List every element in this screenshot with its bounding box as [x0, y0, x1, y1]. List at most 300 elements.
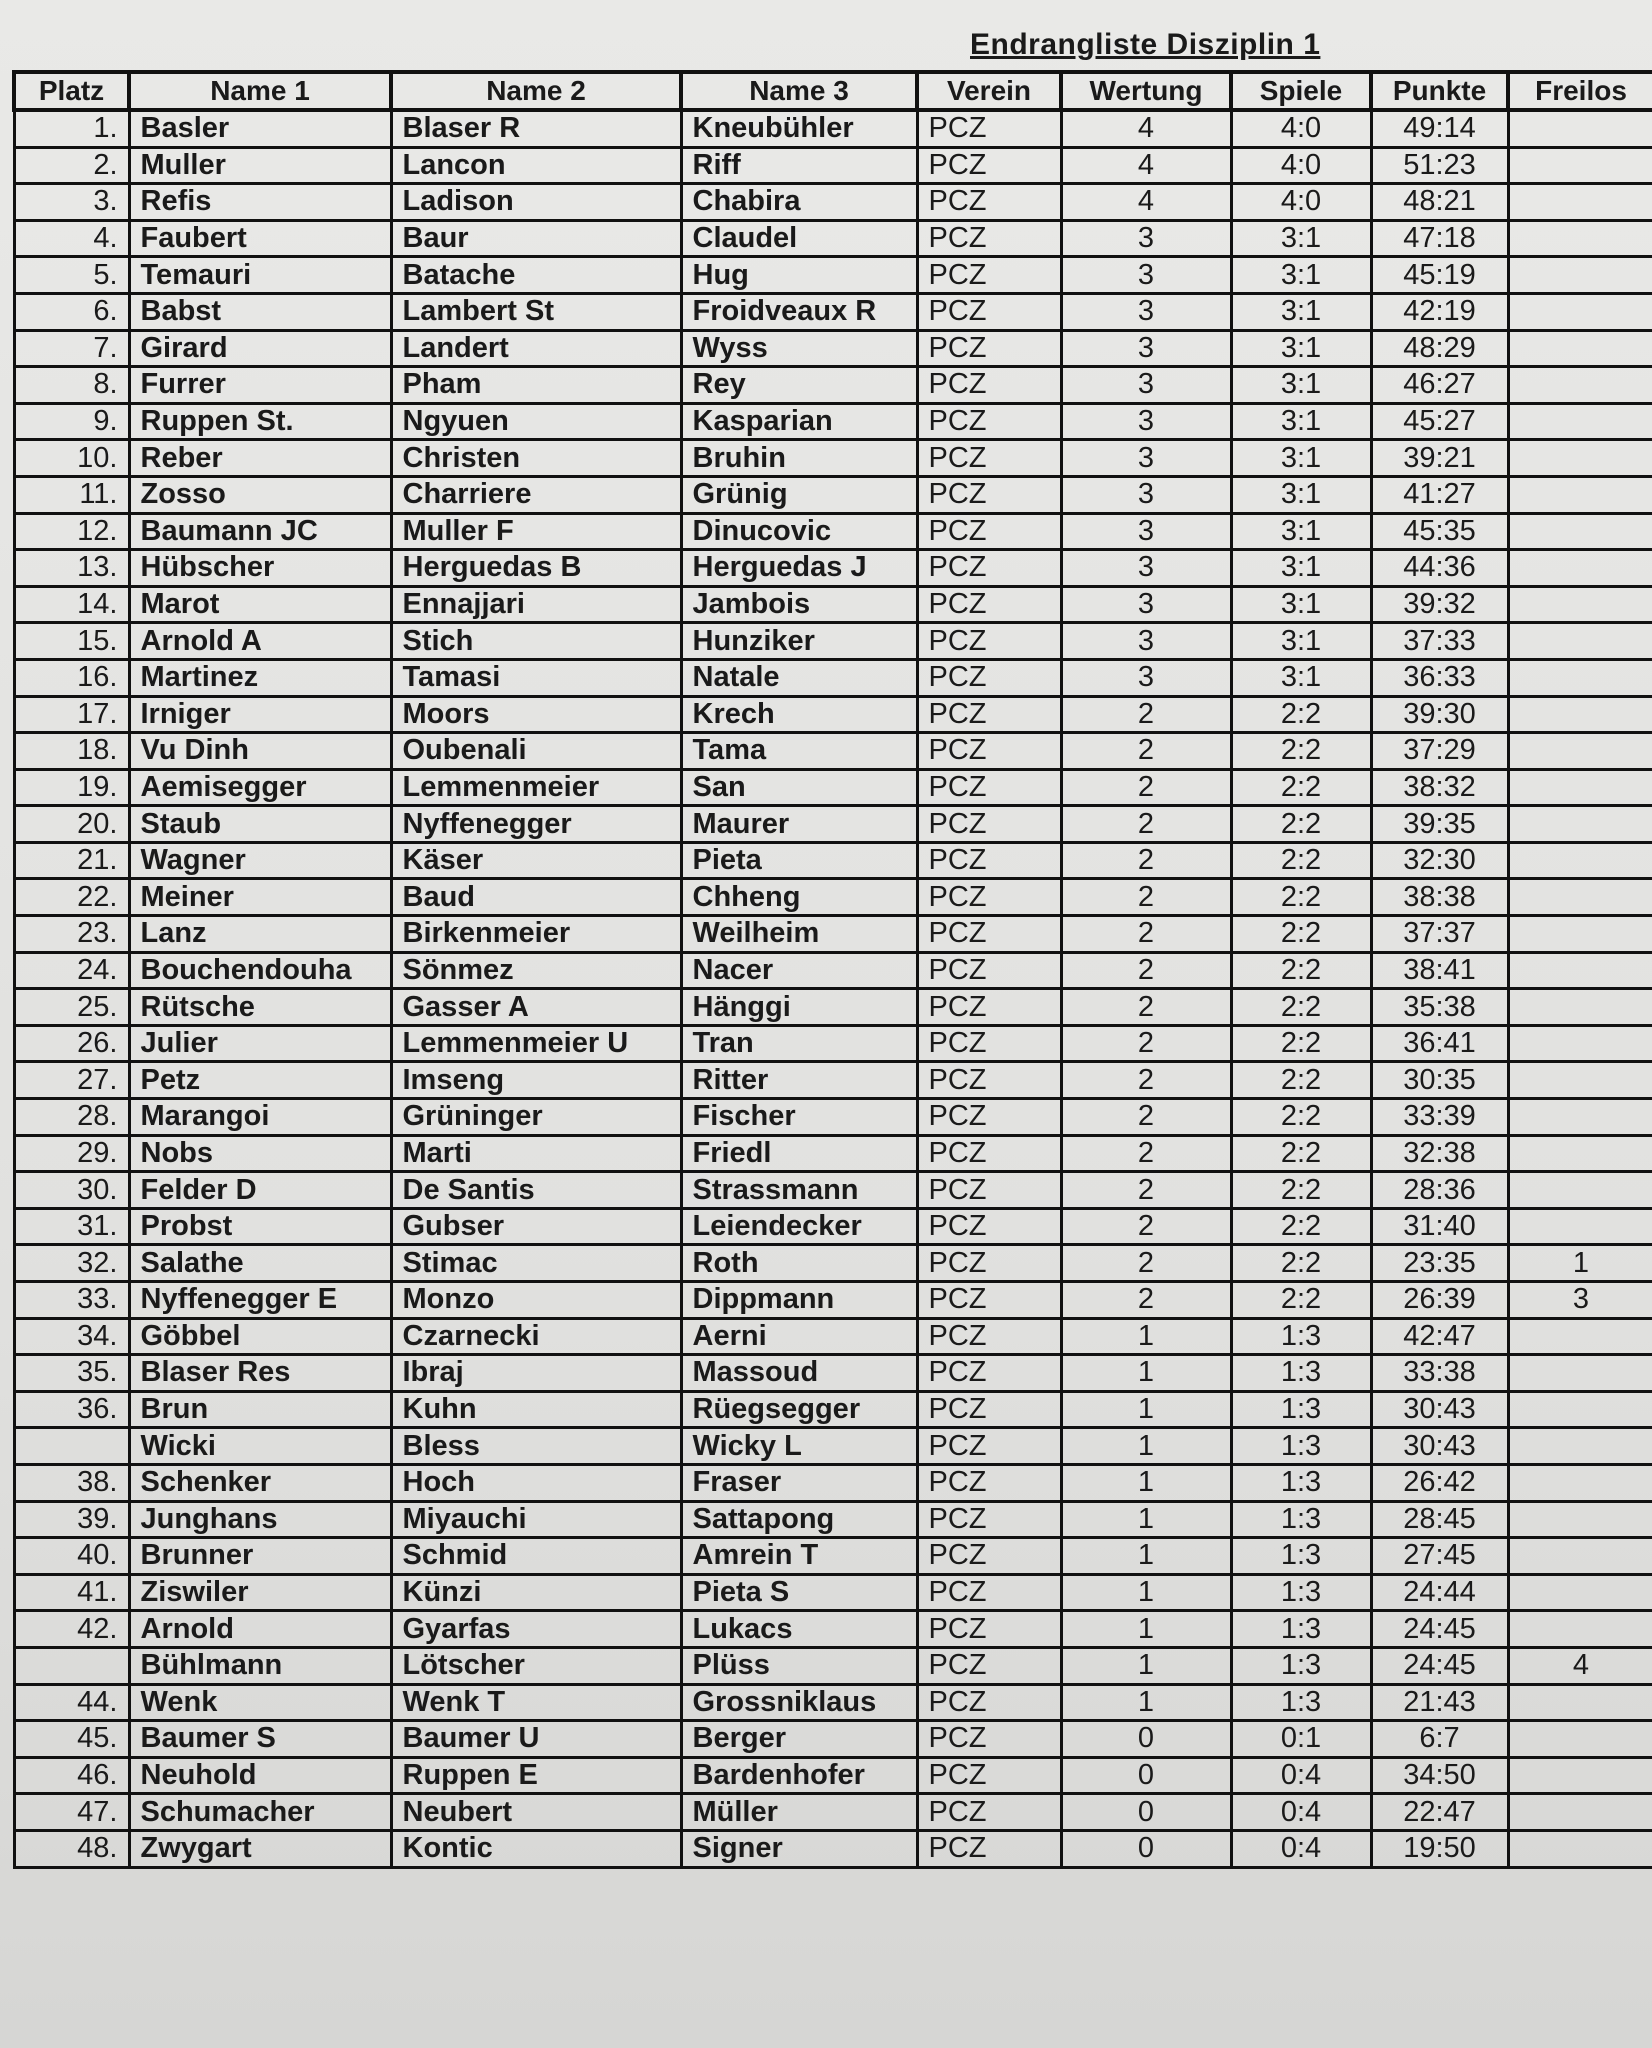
- cell-spiele: 2:2: [1231, 1208, 1371, 1245]
- cell-freilos: [1508, 220, 1652, 257]
- cell-platz: 27.: [14, 1062, 129, 1099]
- cell-name-1: Temauri: [129, 257, 391, 294]
- ranking-table: [12, 70, 1652, 1869]
- cell-spiele: 3:1: [1231, 293, 1371, 330]
- cell-punkte: 19:50: [1371, 1830, 1508, 1867]
- cell-verein: PCZ: [917, 257, 1061, 294]
- cell-wertung: 3: [1061, 623, 1231, 660]
- cell-verein: PCZ: [917, 367, 1061, 404]
- cell-freilos: [1508, 147, 1652, 184]
- header-name-2: Name 2: [391, 72, 681, 110]
- cell-name-1: Girard: [129, 330, 391, 367]
- cell-name-1: Staub: [129, 806, 391, 843]
- cell-punkte: 45:19: [1371, 257, 1508, 294]
- cell-wertung: 2: [1061, 842, 1231, 879]
- cell-name-3: Nacer: [681, 952, 917, 989]
- cell-freilos: [1508, 916, 1652, 953]
- cell-name-3: Lukacs: [681, 1611, 917, 1648]
- cell-verein: PCZ: [917, 1245, 1061, 1282]
- cell-name-3: Dippmann: [681, 1282, 917, 1319]
- table-row: [14, 367, 1652, 404]
- cell-name-1: Brun: [129, 1391, 391, 1428]
- cell-punkte: 27:45: [1371, 1538, 1508, 1575]
- cell-verein: PCZ: [917, 1355, 1061, 1392]
- table-row: [14, 1538, 1652, 1575]
- table-row: [14, 1830, 1652, 1867]
- cell-platz: 23.: [14, 916, 129, 953]
- cell-punkte: 6:7: [1371, 1721, 1508, 1758]
- table-row: [14, 1025, 1652, 1062]
- cell-name-3: Friedl: [681, 1135, 917, 1172]
- cell-punkte: 23:35: [1371, 1245, 1508, 1282]
- cell-name-2: Ennajjari: [391, 586, 681, 623]
- table-row: [14, 1391, 1652, 1428]
- cell-punkte: 30:35: [1371, 1062, 1508, 1099]
- cell-platz: 47.: [14, 1794, 129, 1831]
- cell-spiele: 3:1: [1231, 440, 1371, 477]
- cell-name-2: Herguedas B: [391, 550, 681, 587]
- cell-spiele: 1:3: [1231, 1647, 1371, 1684]
- header-wertung: Wertung: [1061, 72, 1231, 110]
- cell-name-3: Natale: [681, 659, 917, 696]
- cell-name-3: Krech: [681, 696, 917, 733]
- cell-verein: PCZ: [917, 184, 1061, 221]
- cell-name-1: Wenk: [129, 1684, 391, 1721]
- document-title: Endrangliste Disziplin 1: [970, 28, 1321, 61]
- cell-name-2: Landert: [391, 330, 681, 367]
- cell-platz: 45.: [14, 1721, 129, 1758]
- cell-name-2: Ladison: [391, 184, 681, 221]
- cell-name-3: Dinucovic: [681, 513, 917, 550]
- cell-spiele: 2:2: [1231, 879, 1371, 916]
- cell-verein: PCZ: [917, 1282, 1061, 1319]
- cell-punkte: 48:21: [1371, 184, 1508, 221]
- cell-freilos: [1508, 257, 1652, 294]
- cell-name-3: Weilheim: [681, 916, 917, 953]
- cell-wertung: 3: [1061, 550, 1231, 587]
- cell-freilos: [1508, 989, 1652, 1026]
- table-row: [14, 1208, 1652, 1245]
- cell-punkte: 21:43: [1371, 1684, 1508, 1721]
- table-row: [14, 1282, 1652, 1319]
- cell-freilos: [1508, 1355, 1652, 1392]
- cell-verein: PCZ: [917, 1574, 1061, 1611]
- cell-name-2: Marti: [391, 1135, 681, 1172]
- cell-spiele: 1:3: [1231, 1355, 1371, 1392]
- cell-spiele: 1:3: [1231, 1538, 1371, 1575]
- cell-verein: PCZ: [917, 1464, 1061, 1501]
- cell-punkte: 39:35: [1371, 806, 1508, 843]
- table-row: [14, 1318, 1652, 1355]
- cell-wertung: 4: [1061, 110, 1231, 147]
- header-name-1: Name 1: [129, 72, 391, 110]
- cell-platz: 10.: [14, 440, 129, 477]
- cell-wertung: 3: [1061, 257, 1231, 294]
- cell-name-3: Hänggi: [681, 989, 917, 1026]
- cell-freilos: [1508, 879, 1652, 916]
- cell-spiele: 2:2: [1231, 696, 1371, 733]
- cell-name-2: Kuhn: [391, 1391, 681, 1428]
- cell-platz: 14.: [14, 586, 129, 623]
- cell-wertung: 1: [1061, 1391, 1231, 1428]
- cell-wertung: 2: [1061, 1282, 1231, 1319]
- cell-spiele: 2:2: [1231, 1099, 1371, 1136]
- cell-freilos: [1508, 1464, 1652, 1501]
- cell-name-1: Salathe: [129, 1245, 391, 1282]
- cell-name-2: Baumer U: [391, 1721, 681, 1758]
- cell-punkte: 31:40: [1371, 1208, 1508, 1245]
- cell-wertung: 2: [1061, 1062, 1231, 1099]
- cell-spiele: 3:1: [1231, 659, 1371, 696]
- cell-name-2: Kontic: [391, 1830, 681, 1867]
- cell-name-2: Baud: [391, 879, 681, 916]
- cell-spiele: 0:1: [1231, 1721, 1371, 1758]
- cell-name-1: Furrer: [129, 367, 391, 404]
- cell-punkte: 39:21: [1371, 440, 1508, 477]
- table-row: [14, 1757, 1652, 1794]
- cell-freilos: [1508, 842, 1652, 879]
- cell-name-3: Müller: [681, 1794, 917, 1831]
- cell-spiele: 1:3: [1231, 1391, 1371, 1428]
- cell-freilos: [1508, 1684, 1652, 1721]
- cell-punkte: 33:38: [1371, 1355, 1508, 1392]
- cell-freilos: [1508, 110, 1652, 147]
- cell-name-2: Neubert: [391, 1794, 681, 1831]
- cell-wertung: 3: [1061, 330, 1231, 367]
- cell-platz: 35.: [14, 1355, 129, 1392]
- cell-platz: 25.: [14, 989, 129, 1026]
- cell-name-1: Felder D: [129, 1172, 391, 1209]
- cell-name-1: Faubert: [129, 220, 391, 257]
- cell-wertung: 2: [1061, 1099, 1231, 1136]
- cell-spiele: 1:3: [1231, 1464, 1371, 1501]
- table-row: [14, 659, 1652, 696]
- table-row: [14, 476, 1652, 513]
- cell-verein: PCZ: [917, 513, 1061, 550]
- cell-spiele: 3:1: [1231, 623, 1371, 660]
- cell-wertung: 2: [1061, 769, 1231, 806]
- cell-name-3: Amrein T: [681, 1538, 917, 1575]
- cell-name-2: Moors: [391, 696, 681, 733]
- cell-platz: 17.: [14, 696, 129, 733]
- cell-verein: PCZ: [917, 1062, 1061, 1099]
- table-row: [14, 1684, 1652, 1721]
- cell-punkte: 51:23: [1371, 147, 1508, 184]
- table-row: [14, 916, 1652, 953]
- cell-name-1: Nobs: [129, 1135, 391, 1172]
- cell-name-2: Ibraj: [391, 1355, 681, 1392]
- cell-name-2: Hoch: [391, 1464, 681, 1501]
- cell-freilos: [1508, 550, 1652, 587]
- cell-wertung: 1: [1061, 1464, 1231, 1501]
- cell-spiele: 2:2: [1231, 1245, 1371, 1282]
- cell-wertung: 0: [1061, 1830, 1231, 1867]
- cell-name-2: Lötscher: [391, 1647, 681, 1684]
- cell-verein: PCZ: [917, 1830, 1061, 1867]
- cell-punkte: 24:45: [1371, 1611, 1508, 1648]
- cell-spiele: 2:2: [1231, 952, 1371, 989]
- cell-punkte: 42:19: [1371, 293, 1508, 330]
- table-row: [14, 293, 1652, 330]
- table-row: [14, 220, 1652, 257]
- cell-spiele: 0:4: [1231, 1830, 1371, 1867]
- table-row: [14, 403, 1652, 440]
- cell-platz: 33.: [14, 1282, 129, 1319]
- cell-platz: 29.: [14, 1135, 129, 1172]
- cell-spiele: 1:3: [1231, 1501, 1371, 1538]
- cell-verein: PCZ: [917, 550, 1061, 587]
- cell-verein: PCZ: [917, 1025, 1061, 1062]
- cell-punkte: 34:50: [1371, 1757, 1508, 1794]
- header-verein: Verein: [917, 72, 1061, 110]
- cell-wertung: 3: [1061, 659, 1231, 696]
- cell-verein: PCZ: [917, 1538, 1061, 1575]
- cell-verein: PCZ: [917, 147, 1061, 184]
- cell-freilos: [1508, 476, 1652, 513]
- cell-name-3: Roth: [681, 1245, 917, 1282]
- cell-platz: [14, 1428, 129, 1465]
- cell-name-3: Signer: [681, 1830, 917, 1867]
- cell-freilos: [1508, 1099, 1652, 1136]
- cell-name-3: Froidveaux R: [681, 293, 917, 330]
- cell-spiele: 0:4: [1231, 1794, 1371, 1831]
- cell-spiele: 2:2: [1231, 1172, 1371, 1209]
- cell-name-2: Czarnecki: [391, 1318, 681, 1355]
- cell-freilos: [1508, 330, 1652, 367]
- cell-verein: PCZ: [917, 696, 1061, 733]
- cell-platz: 2.: [14, 147, 129, 184]
- cell-name-3: Tama: [681, 733, 917, 770]
- cell-freilos: [1508, 1208, 1652, 1245]
- cell-wertung: 3: [1061, 476, 1231, 513]
- cell-name-3: Fraser: [681, 1464, 917, 1501]
- cell-name-3: Rey: [681, 367, 917, 404]
- cell-freilos: [1508, 1501, 1652, 1538]
- table-row: [14, 330, 1652, 367]
- cell-punkte: 39:30: [1371, 696, 1508, 733]
- cell-spiele: 2:2: [1231, 1282, 1371, 1319]
- cell-name-1: Bühlmann: [129, 1647, 391, 1684]
- cell-punkte: 28:45: [1371, 1501, 1508, 1538]
- cell-freilos: [1508, 403, 1652, 440]
- cell-platz: 6.: [14, 293, 129, 330]
- cell-name-2: Muller F: [391, 513, 681, 550]
- cell-platz: 26.: [14, 1025, 129, 1062]
- cell-platz: 11.: [14, 476, 129, 513]
- cell-spiele: 2:2: [1231, 989, 1371, 1026]
- cell-wertung: 0: [1061, 1794, 1231, 1831]
- cell-verein: PCZ: [917, 769, 1061, 806]
- cell-name-1: Baumann JC: [129, 513, 391, 550]
- cell-name-3: Berger: [681, 1721, 917, 1758]
- cell-spiele: 2:2: [1231, 769, 1371, 806]
- cell-name-3: Bruhin: [681, 440, 917, 477]
- cell-freilos: [1508, 1721, 1652, 1758]
- cell-name-2: Charriere: [391, 476, 681, 513]
- cell-wertung: 4: [1061, 184, 1231, 221]
- table-row: [14, 1428, 1652, 1465]
- cell-freilos: [1508, 1428, 1652, 1465]
- table-row: [14, 1574, 1652, 1611]
- cell-punkte: 24:45: [1371, 1647, 1508, 1684]
- cell-name-3: Leiendecker: [681, 1208, 917, 1245]
- cell-wertung: 1: [1061, 1355, 1231, 1392]
- cell-name-1: Neuhold: [129, 1757, 391, 1794]
- cell-freilos: [1508, 440, 1652, 477]
- cell-punkte: 30:43: [1371, 1391, 1508, 1428]
- cell-freilos: [1508, 184, 1652, 221]
- table-row: [14, 733, 1652, 770]
- cell-verein: PCZ: [917, 1135, 1061, 1172]
- cell-punkte: 26:39: [1371, 1282, 1508, 1319]
- cell-platz: 32.: [14, 1245, 129, 1282]
- cell-spiele: 1:3: [1231, 1428, 1371, 1465]
- cell-wertung: 3: [1061, 403, 1231, 440]
- cell-punkte: 38:32: [1371, 769, 1508, 806]
- cell-name-2: Lambert St: [391, 293, 681, 330]
- cell-freilos: [1508, 1830, 1652, 1867]
- cell-punkte: 48:29: [1371, 330, 1508, 367]
- table-row: [14, 1099, 1652, 1136]
- cell-name-1: Hübscher: [129, 550, 391, 587]
- table-row: [14, 513, 1652, 550]
- table-row: [14, 184, 1652, 221]
- cell-verein: PCZ: [917, 330, 1061, 367]
- cell-punkte: 46:27: [1371, 367, 1508, 404]
- cell-spiele: 0:4: [1231, 1757, 1371, 1794]
- cell-name-3: Maurer: [681, 806, 917, 843]
- cell-freilos: [1508, 1757, 1652, 1794]
- cell-punkte: 28:36: [1371, 1172, 1508, 1209]
- table-row: [14, 110, 1652, 147]
- table-row: [14, 440, 1652, 477]
- cell-name-2: Lancon: [391, 147, 681, 184]
- cell-name-2: Stich: [391, 623, 681, 660]
- cell-freilos: [1508, 1611, 1652, 1648]
- cell-punkte: 36:33: [1371, 659, 1508, 696]
- cell-name-3: Grünig: [681, 476, 917, 513]
- cell-verein: PCZ: [917, 1208, 1061, 1245]
- cell-name-1: Göbbel: [129, 1318, 391, 1355]
- cell-platz: 13.: [14, 550, 129, 587]
- cell-spiele: 3:1: [1231, 403, 1371, 440]
- cell-name-3: Strassmann: [681, 1172, 917, 1209]
- table-row: [14, 769, 1652, 806]
- cell-name-1: Petz: [129, 1062, 391, 1099]
- cell-punkte: 47:18: [1371, 220, 1508, 257]
- cell-name-2: Käser: [391, 842, 681, 879]
- cell-platz: 41.: [14, 1574, 129, 1611]
- cell-verein: PCZ: [917, 1501, 1061, 1538]
- cell-spiele: 2:2: [1231, 1025, 1371, 1062]
- cell-platz: 7.: [14, 330, 129, 367]
- cell-name-3: San: [681, 769, 917, 806]
- cell-name-2: De Santis: [391, 1172, 681, 1209]
- cell-verein: PCZ: [917, 1172, 1061, 1209]
- cell-punkte: 42:47: [1371, 1318, 1508, 1355]
- cell-punkte: 37:29: [1371, 733, 1508, 770]
- cell-verein: PCZ: [917, 403, 1061, 440]
- cell-name-3: Fischer: [681, 1099, 917, 1136]
- cell-name-1: Muller: [129, 147, 391, 184]
- cell-verein: PCZ: [917, 879, 1061, 916]
- cell-wertung: 3: [1061, 220, 1231, 257]
- cell-name-2: Monzo: [391, 1282, 681, 1319]
- cell-spiele: 3:1: [1231, 550, 1371, 587]
- cell-name-2: Oubenali: [391, 733, 681, 770]
- cell-verein: PCZ: [917, 916, 1061, 953]
- cell-name-1: Nyffenegger E: [129, 1282, 391, 1319]
- cell-name-1: Ruppen St.: [129, 403, 391, 440]
- cell-verein: PCZ: [917, 1757, 1061, 1794]
- cell-name-1: Refis: [129, 184, 391, 221]
- cell-name-2: Blaser R: [391, 110, 681, 147]
- table-row: [14, 257, 1652, 294]
- cell-platz: 4.: [14, 220, 129, 257]
- cell-verein: PCZ: [917, 1684, 1061, 1721]
- cell-name-2: Batache: [391, 257, 681, 294]
- cell-punkte: 44:36: [1371, 550, 1508, 587]
- cell-freilos: [1508, 1794, 1652, 1831]
- cell-platz: 12.: [14, 513, 129, 550]
- cell-wertung: 2: [1061, 952, 1231, 989]
- cell-verein: PCZ: [917, 989, 1061, 1026]
- cell-verein: PCZ: [917, 806, 1061, 843]
- cell-name-1: Martinez: [129, 659, 391, 696]
- cell-spiele: 3:1: [1231, 220, 1371, 257]
- cell-freilos: [1508, 1025, 1652, 1062]
- cell-spiele: 3:1: [1231, 513, 1371, 550]
- cell-name-2: Wenk T: [391, 1684, 681, 1721]
- cell-platz: 40.: [14, 1538, 129, 1575]
- cell-name-1: Ziswiler: [129, 1574, 391, 1611]
- cell-name-1: Vu Dinh: [129, 733, 391, 770]
- cell-name-3: Kneubühler: [681, 110, 917, 147]
- cell-name-3: Aerni: [681, 1318, 917, 1355]
- cell-wertung: 1: [1061, 1647, 1231, 1684]
- cell-punkte: 26:42: [1371, 1464, 1508, 1501]
- table-row: [14, 1135, 1652, 1172]
- cell-name-3: Hug: [681, 257, 917, 294]
- table-row: [14, 842, 1652, 879]
- cell-name-1: Julier: [129, 1025, 391, 1062]
- cell-freilos: [1508, 769, 1652, 806]
- cell-wertung: 2: [1061, 733, 1231, 770]
- cell-platz: 30.: [14, 1172, 129, 1209]
- cell-verein: PCZ: [917, 842, 1061, 879]
- cell-name-3: Hunziker: [681, 623, 917, 660]
- cell-wertung: 2: [1061, 1025, 1231, 1062]
- cell-punkte: 36:41: [1371, 1025, 1508, 1062]
- header-platz: Platz: [14, 72, 129, 110]
- cell-punkte: 39:32: [1371, 586, 1508, 623]
- cell-wertung: 0: [1061, 1721, 1231, 1758]
- cell-freilos: [1508, 733, 1652, 770]
- table-row: [14, 1721, 1652, 1758]
- cell-punkte: 45:35: [1371, 513, 1508, 550]
- cell-verein: PCZ: [917, 1794, 1061, 1831]
- cell-name-1: Schumacher: [129, 1794, 391, 1831]
- cell-freilos: [1508, 586, 1652, 623]
- table-row: [14, 696, 1652, 733]
- table-row: [14, 1172, 1652, 1209]
- cell-name-2: Miyauchi: [391, 1501, 681, 1538]
- cell-name-2: Imseng: [391, 1062, 681, 1099]
- cell-name-1: Aemisegger: [129, 769, 391, 806]
- cell-name-1: Basler: [129, 110, 391, 147]
- cell-name-3: Kasparian: [681, 403, 917, 440]
- table-row: [14, 1611, 1652, 1648]
